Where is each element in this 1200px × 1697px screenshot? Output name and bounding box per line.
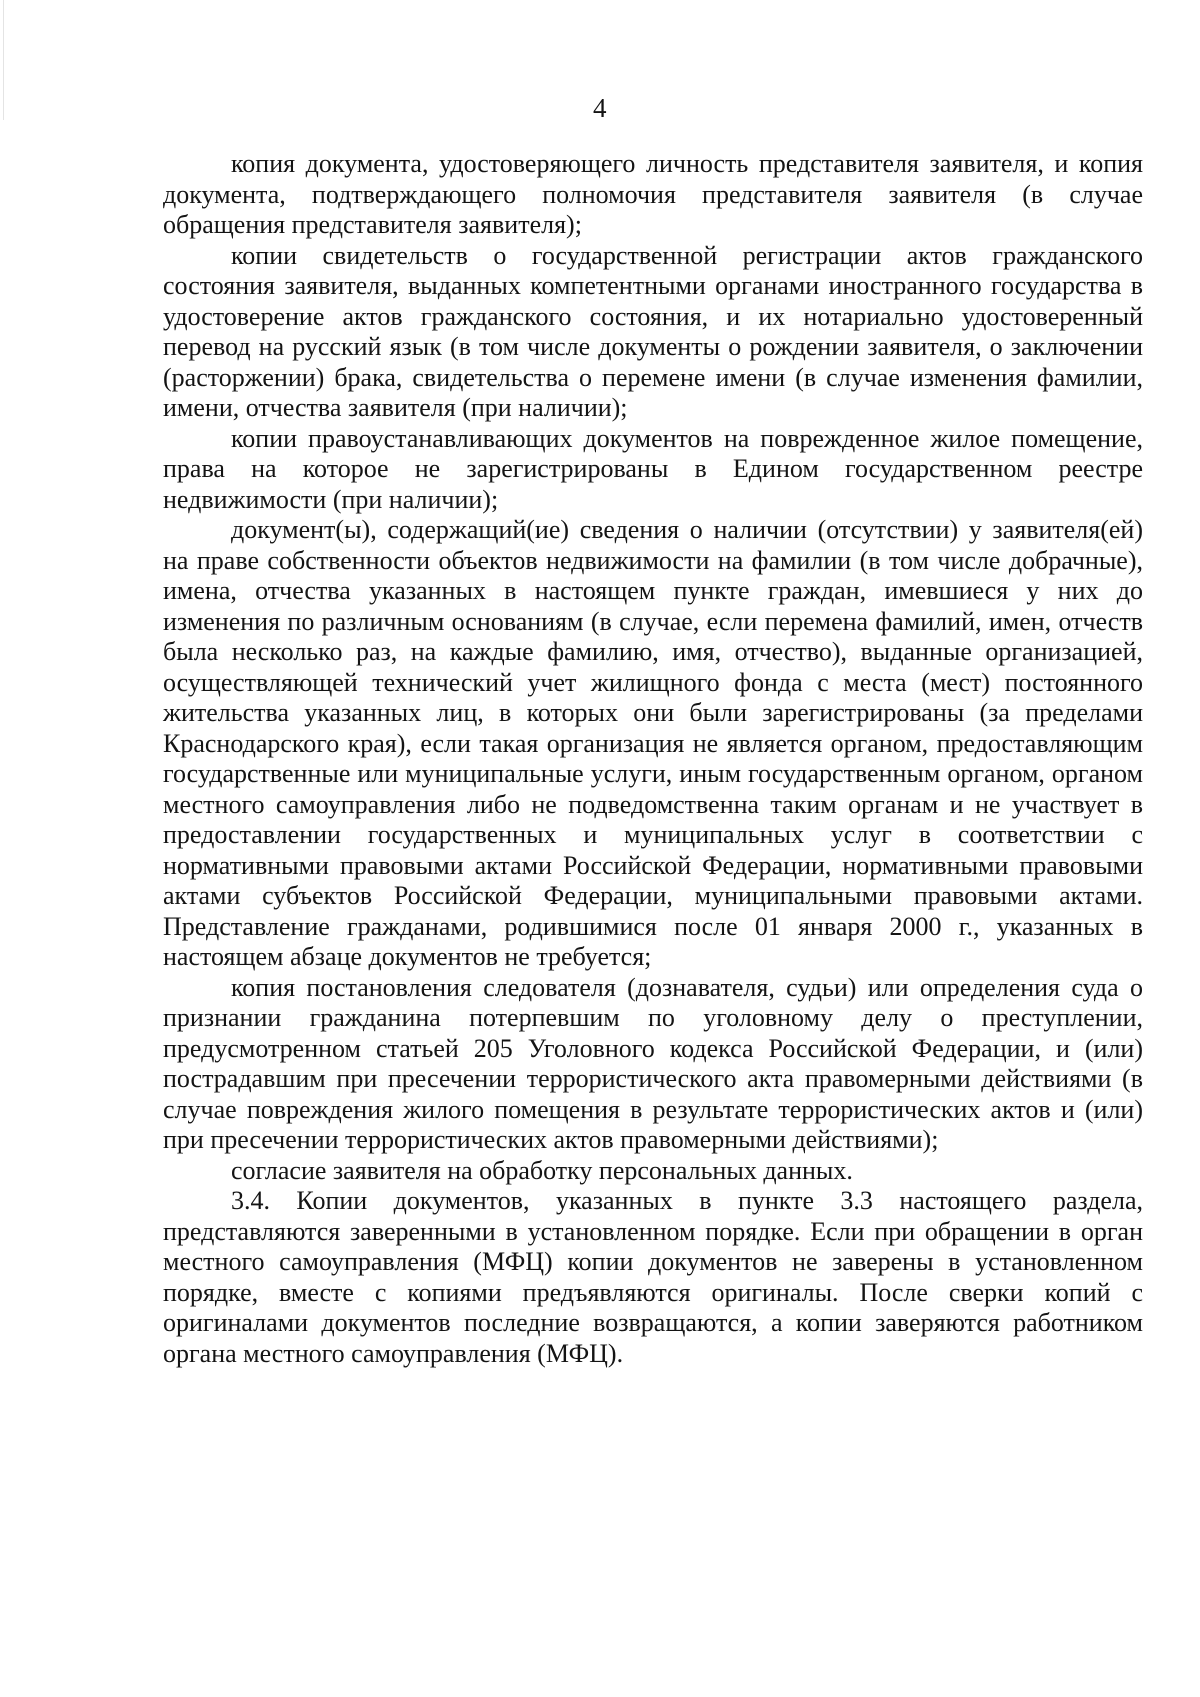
paragraph-investigator-ruling-copy: копия постановления следователя (дознавателя, судьи) или определения суда о признании гражданина потерпевшим по уголовному делу о преступлении, предусмотренном статьей 205 Уголовного кодекса Российской Федерации, и (или) пострадавшим при пресечении террористического акта правомерными действиями (в случае повреждения жилого помещения в результате террористических актов и (или) при пресечении террористических актов правомерными действиями); [163, 972, 1143, 1154]
paragraph-civil-status-certificates: копии свидетельств о государственной регистрации актов гражданского состояния заявителя, выданных компетентными органами иностранного государства в удостоверение актов гражданского состояния, и их нотариально удостоверенный перевод на русский язык (в том числе документы о рождении заявителя, о заключении (расторжении) брака, свидетельства о перемене имени (в случае изменения фамилии, имени, отчества заявителя (при наличии); [163, 240, 1143, 422]
paragraph-section-3-4: 3.4. Копии документов, указанных в пункте 3.3 настоящего раздела, представляются заверенными в установленном порядке. Если при обращении в орган местного самоуправления (МФЦ) копии документов не заверены в установленном порядке, вместе с копиями предъявляются оригиналы. После сверки копий с оригиналами документов последние возвращаются, а копии заверяются работником органа местного самоуправления (МФЦ). [163, 1186, 1143, 1368]
paragraph-title-documents: копии правоустанавливающих документов на поврежденное жилое помещение, права на которое не зарегистрированы в Едином государственном реестре недвижимости (при наличии); [163, 423, 1143, 514]
document-body [163, 149, 1143, 1369]
paragraph-personal-data-consent: согласие заявителя на обработку персональных данных. [231, 1155, 853, 1185]
page-number: 4 [593, 93, 607, 123]
paragraph-representative-id-copy: копия документа, удостоверяющего личность представителя заявителя, и копия документа, подтверждающего полномочия представителя заявителя (в случае обращения представителя заявителя); [163, 149, 1143, 239]
paragraph-property-information: документ(ы), содержащий(ие) сведения о наличии (отсутствии) у заявителя(ей) на праве собственности объектов недвижимости на фамилии (в том числе добрачные), имена, отчества указанных в настоящем пункте граждан, имевшиеся у них до изменения по различным основаниям (в случае, если перемена фамилий, имен, отчеств была несколько раз, на каждые фамилию, имя, отчество), выданные организацией, осуществляющей технический учет жилищного фонда с места (мест) постоянного жительства указанных лиц, в которых они были зарегистрированы (за пределами Краснодарского края), если такая организация не является органом, предоставляющим государственные или муниципальные услуги, иным государственным органом, органом местного самоуправления либо не подведомственна таким органам и не участвует в предоставлении государственных и муниципальных услуг в соответствии с нормативными правовыми актами Российской Федерации, нормативными правовыми актами субъектов Российской Федерации, муниципальными правовыми актами. Представление гражданами, родившимися после 01 января 2000 г., указанных в настоящем абзаце документов не требуется; [163, 515, 1143, 971]
